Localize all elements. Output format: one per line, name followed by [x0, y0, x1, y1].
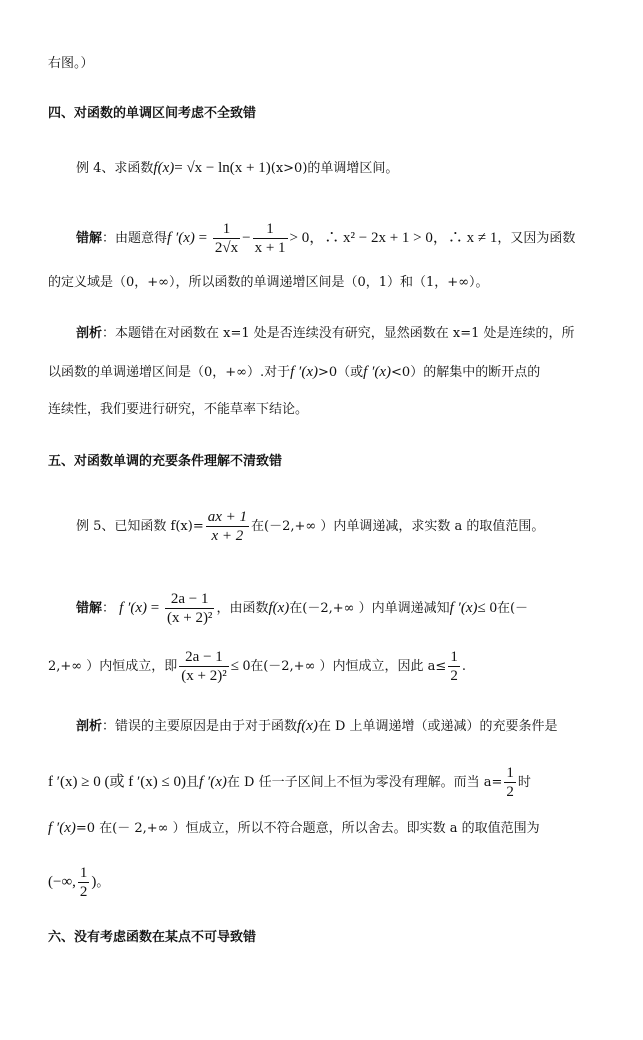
fraction: $\frac{1}{2√x}$ [214, 221, 239, 256]
fraction: $\frac{1}{2}$ [506, 765, 514, 800]
example-5: 例 5、已知函数 f(x)= $\frac{ax + 1}{x + 2}$ 在(－2,+∞ ）内单调递减，求实数 a 的取值范围。 [76, 509, 545, 544]
line-continuation: 右图。） [48, 56, 94, 71]
section-heading-5: 五、对函数单调的充要条件理解不清致错 [48, 454, 283, 469]
fraction: $\frac{1}{2}$ [450, 649, 458, 684]
wrong-solution-2-line1: 错解： f ′(x) = $\frac{2a - 1}{\text{(x + 2)²}}$ ，由函数f(x)在(－2,+∞ ）内单调递减知f ′(x)≤ 0在(－ [76, 591, 529, 626]
answer-range: (−∞, $\frac{1}{2}$ )。 [48, 865, 110, 900]
analysis-2-line2: f ′(x) ≥ 0 (或 f ′(x) ≤ 0)且f ′(x)在 D 任一子区间上不恒为零没有理解。而当 a= $\frac{1}{2}$ 时 [48, 765, 531, 800]
fraction: $\frac{ax + 1}{x + 2}$ [207, 509, 247, 544]
analysis-2-line1: 剖析：错误的主要原因是由于对于函数f(x)在 D 上单调递增（或递减）的充要条件是 [76, 718, 558, 734]
wrong-solution-1-cont: 的定义域是（0，+∞），所以函数的单调递增区间是（0，1）和（1，+∞）。 [48, 275, 489, 290]
analysis-2-line3: f ′(x)=0 在(－ 2,+∞ ）恒成立，所以不符合题意，所以舍去。即实数 a 的取值范围为 [48, 820, 540, 836]
wrong-solution-2-line2: 2,+∞ ）内恒成立，即 $\frac{2a - 1}{\text{(x + 2)²}}$ ≤ 0在(－2,+∞ ）内恒成立，因此 a≤ $\frac{1}{2}$ . [48, 649, 466, 684]
wrong-solution-1: 错解：由题意得f ′(x) = $\frac{1}{2√x}$ − $\frac{1}{x + 1}$ > 0，∴ x² − 2x + 1 > 0，∴ x ≠ 1，又因为函数 [76, 221, 576, 256]
fraction: $\frac{1}{x + 1}$ [254, 221, 286, 256]
section-heading-6: 六、没有考虑函数在某点不可导致错 [48, 930, 257, 945]
fraction: $\frac{2a - 1}{\text{(x + 2)²}}$ [166, 591, 213, 626]
fraction: $\frac{2a - 1}{\text{(x + 2)²}}$ [181, 649, 227, 684]
section-heading-4: 四、对函数的单调区间考虑不全致错 [48, 106, 257, 121]
analysis-1-line2: 以函数的单调递增区间是（0，+∞）.对于f ′(x)>0（或f ′(x)<0）的解集中的断开点的 [48, 364, 541, 380]
example-4: 例 4、求函数f(x)= √x − ln(x + 1)(x>0)的单调增区间。 [76, 160, 399, 176]
fraction: $\frac{1}{2}$ [79, 865, 88, 900]
analysis-1-line1: 剖析：本题错在对函数在 x=1 处是否连续没有研究，显然函数在 x=1 处是连续的，所 [76, 326, 575, 341]
analysis-1-line3: 连续性，我们要进行研究，不能草率下结论。 [48, 402, 309, 417]
